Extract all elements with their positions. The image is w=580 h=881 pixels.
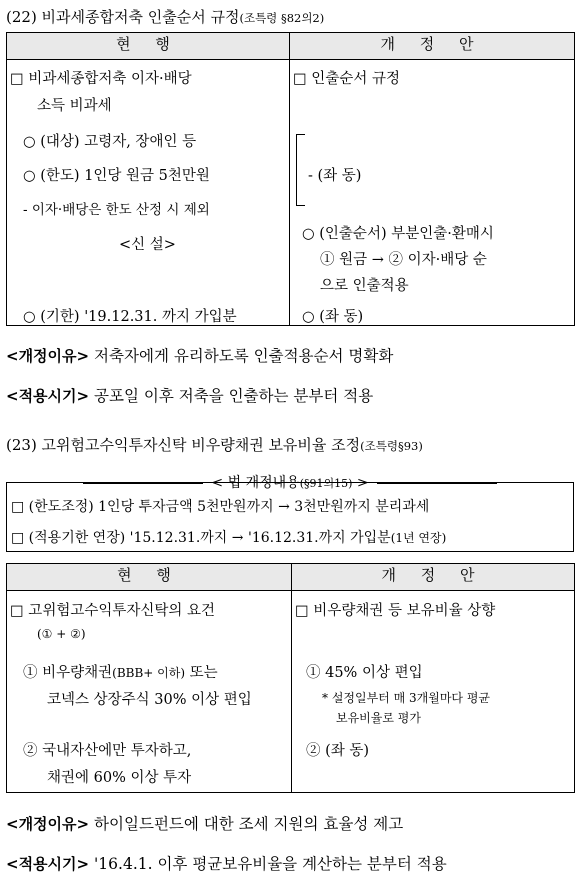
- revised-line: ① 45% 이상 편입: [306, 665, 423, 681]
- effective-label: <적용시기>: [6, 387, 90, 405]
- revised-line: □ 비우량채권 등 보유비율 상향: [295, 603, 496, 619]
- effective-label: <적용시기>: [6, 855, 90, 873]
- reason-text: 저축자에게 유리하도록 인출적용순서 명확화: [94, 347, 394, 365]
- section-23-table: [6, 563, 575, 793]
- law-head-ref: (§91의15): [299, 477, 353, 490]
- current-line-text: ① 비우량채권: [23, 665, 113, 681]
- law-line: □ (한도조정) 1인당 투자금액 5천만원까지 → 3천만원까지 분리과세: [11, 499, 430, 515]
- section-22-effective: [6, 384, 373, 406]
- current-line: ○ (기한) '19.12.31. 까지 가입분: [23, 309, 237, 325]
- effective-text: '16.4.1. 이후 평균보유비율을 계산하는 분부터 적용: [94, 855, 447, 873]
- current-line: □ 비과세종합저축 이자·배당: [10, 71, 192, 87]
- column-header-current: 현 행: [7, 564, 292, 591]
- reason-text: 하이일드펀드에 대한 조세 지원의 효율성 제고: [94, 815, 404, 833]
- section-22-title: [6, 6, 324, 27]
- section-22-reason: [6, 344, 393, 366]
- current-line: ② 국내자산에만 투자하고,: [23, 743, 192, 759]
- section-23-ref: (조특령§93): [360, 439, 423, 453]
- revised-line: * 설정일부터 매 3개월마다 평균: [322, 691, 490, 705]
- law-line-note: (1년 연장): [390, 531, 447, 545]
- reason-label: <개정이유>: [6, 347, 90, 365]
- current-line: 채권에 60% 이상 투자: [47, 770, 192, 786]
- column-header-current: 현 행: [7, 33, 290, 60]
- section-22-title-text: (22) 비과세종합저축 인출순서 규정: [6, 8, 240, 26]
- section-23-reason: [6, 812, 403, 834]
- section-23-title-text: (23) 고위험고수익투자신탁 비우량채권 보유비율 조정: [6, 436, 361, 454]
- revised-line: □ 인출순서 규정: [293, 71, 400, 87]
- current-line: 코넥스 상장주식 30% 이상 편입: [47, 692, 252, 708]
- current-line: ○ (대상) 고령자, 장애인 등: [23, 134, 197, 150]
- current-line-note: (BBB+ 이하): [112, 666, 186, 680]
- law-line: [11, 527, 446, 547]
- revised-line: - (좌 동): [308, 168, 362, 184]
- effective-text: 공포일 이후 저축을 인출하는 분부터 적용: [94, 387, 374, 405]
- revised-line: ② (좌 동): [306, 743, 370, 759]
- current-line: 소득 비과세: [37, 98, 112, 114]
- section-23-title: [6, 434, 423, 455]
- reason-label: <개정이유>: [6, 815, 90, 833]
- law-head-end: >: [356, 475, 369, 491]
- current-line: □ 고위험고수익투자신탁의 요건: [10, 603, 216, 619]
- law-head-text: < 법 개정내용: [211, 475, 300, 491]
- revised-line: ① 원금 → ② 이자·배당 순: [320, 252, 487, 268]
- section-22-table: [6, 32, 575, 326]
- current-line: (① + ②): [37, 627, 86, 641]
- revised-line: 보유비율로 평가: [336, 711, 421, 725]
- current-line: <신 설>: [119, 237, 176, 253]
- current-line: - 이자·배당은 한도 산정 시 제외: [23, 202, 210, 218]
- revised-line: 으로 인출적용: [320, 278, 409, 294]
- column-header-revised: 개 정 안: [290, 33, 575, 60]
- column-header-revised: 개 정 안: [292, 564, 575, 591]
- bracket-mark: [296, 134, 305, 206]
- law-line-text: □ (적용기한 연장) '15.12.31.까지 → '16.12.31.까지 가입분: [11, 530, 391, 546]
- current-line: [23, 661, 218, 682]
- law-change-box: [6, 482, 574, 552]
- current-line-end: 또는: [189, 665, 218, 681]
- section-23-effective: [6, 852, 447, 874]
- revised-line: ○ (좌 동): [302, 309, 364, 325]
- section-22-ref: (조특령 §82의2): [239, 11, 325, 25]
- revised-line: ○ (인출순서) 부분인출·환매시: [302, 226, 494, 242]
- current-line: ○ (한도) 1인당 원금 5천만원: [23, 168, 210, 184]
